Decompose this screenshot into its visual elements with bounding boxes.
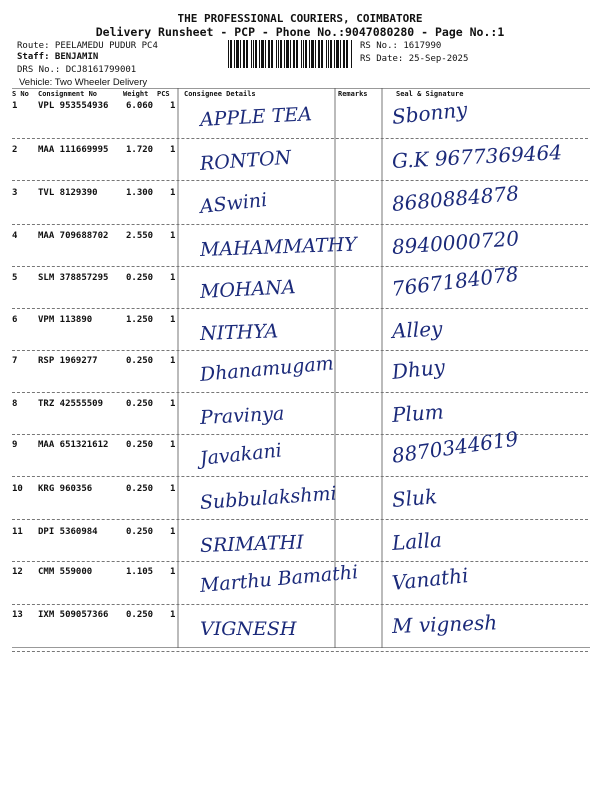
row-sno: 13 (12, 610, 23, 620)
row-sno: 3 (12, 188, 18, 198)
barcode-bar (234, 40, 235, 68)
barcode-bar (301, 40, 302, 68)
seal-signature-handwriting: Lalla (391, 527, 443, 555)
barcode-bar (280, 40, 282, 68)
barcode-bar (340, 40, 341, 68)
row-sno: 4 (12, 231, 18, 241)
row-sno: 5 (12, 273, 18, 283)
col-pcs: PCS (157, 90, 170, 98)
row-weight: 0.250 (126, 356, 154, 366)
row-weight: 1.300 (126, 188, 154, 198)
row-consignment-no: RSP 1969277 (38, 356, 98, 366)
consignee-handwriting: Subbulakshmi (199, 482, 338, 514)
row-weight: 0.250 (126, 273, 154, 283)
barcode-bar (293, 40, 295, 68)
barcode-bar (309, 40, 310, 68)
col-weight: Weight (123, 90, 149, 98)
row-consignment-no: IXM 509057366 (38, 610, 109, 620)
seal-signature-handwriting: Sbonny (390, 97, 469, 129)
barcode-bar (268, 40, 270, 68)
row-sno: 9 (12, 440, 18, 450)
col-remarks: Remarks (338, 90, 368, 98)
col-consignee: Consignee Details (184, 90, 256, 98)
col-sno: S No (12, 90, 29, 98)
row-weight: 0.250 (126, 399, 154, 409)
row-consignment-no: VPL 953554936 (38, 101, 109, 111)
barcode-bar (346, 40, 348, 68)
barcode-bar (286, 40, 289, 68)
row-weight: 2.550 (126, 231, 154, 241)
barcode-bar (321, 40, 323, 68)
row-sno: 11 (12, 527, 23, 537)
consignee-handwriting: Javakani (198, 439, 283, 470)
barcode-bar (343, 40, 345, 68)
row-weight: 6.060 (126, 101, 154, 111)
barcode-bar (271, 40, 273, 68)
document-subtitle: Delivery Runsheet - PCP - Phone No.:9047080280 - Page No.:1 (95, 25, 505, 39)
seal-signature-handwriting: Plum (391, 399, 445, 427)
seal-signature-handwriting: 8870344619 (390, 426, 520, 468)
barcode-bar (230, 40, 232, 68)
row-weight: 1.720 (126, 145, 154, 155)
seal-signature-handwriting: 8940000720 (391, 226, 520, 259)
row-weight: 0.250 (126, 484, 154, 494)
row-weight: 0.250 (126, 610, 154, 620)
row-divider (12, 392, 588, 393)
barcode-bar (243, 40, 245, 68)
row-pcs: 1 (170, 440, 176, 450)
barcode-bar (253, 40, 254, 68)
consignee-handwriting: MAHAMMATHY (199, 233, 358, 261)
barcode-bar (328, 40, 329, 68)
barcode-bar (246, 40, 248, 68)
row-pcs: 1 (170, 231, 176, 241)
row-sno: 6 (12, 315, 18, 325)
consignee-handwriting: APPLE TEA (199, 103, 313, 131)
barcode-bar (276, 40, 277, 68)
row-pcs: 1 (170, 315, 176, 325)
barcode-bar (330, 40, 332, 68)
barcode-bar (251, 40, 252, 68)
row-sno: 12 (12, 567, 23, 577)
row-sno: 8 (12, 399, 18, 409)
consignee-handwriting: Pravinya (199, 402, 285, 429)
consignee-handwriting: Marthu Bamathi (199, 561, 359, 597)
barcode-bar (236, 40, 239, 68)
row-consignment-no: CMM 559000 (38, 567, 93, 577)
row-sno: 7 (12, 356, 18, 366)
row-pcs: 1 (170, 399, 176, 409)
route-label: Route: PEELAMEDU PUDUR PC4 (17, 41, 158, 51)
row-divider (12, 561, 588, 562)
row-sno: 1 (12, 101, 18, 111)
seal-signature-handwriting: 7667184078 (390, 261, 520, 301)
row-pcs: 1 (170, 145, 176, 155)
barcode-bar (261, 40, 264, 68)
barcode-bar (278, 40, 279, 68)
row-consignment-no: KRG 960356 (38, 484, 93, 494)
barcode-bar (290, 40, 291, 68)
row-weight: 0.250 (126, 527, 154, 537)
barcode-bar (255, 40, 257, 68)
row-sno: 10 (12, 484, 23, 494)
barcode-bar (259, 40, 260, 68)
row-divider (12, 224, 588, 225)
row-consignment-no: MAA 111669995 (38, 145, 109, 155)
row-pcs: 1 (170, 567, 176, 577)
row-weight: 0.250 (126, 440, 154, 450)
consignee-handwriting: Dhanamugam (199, 352, 335, 386)
row-pcs: 1 (170, 273, 176, 283)
barcode-bar (351, 40, 352, 68)
row-divider (12, 180, 588, 181)
row-consignment-no: SLM 378857295 (38, 273, 109, 283)
rs-date: RS Date: 25-Sep-2025 (360, 54, 469, 64)
barcode-bar (240, 40, 241, 68)
barcode-bar (296, 40, 298, 68)
barcode-bar (284, 40, 285, 68)
consignee-handwriting: MOHANA (199, 276, 297, 303)
seal-signature-handwriting: G.K 9677369464 (391, 140, 563, 173)
barcode-bar (303, 40, 304, 68)
seal-signature-handwriting: Sluk (390, 484, 438, 512)
vehicle-label: Vehicle: Two Wheeler Delivery (19, 77, 148, 88)
rs-number: RS No.: 1617990 (360, 41, 442, 51)
consignee-handwriting: NITHYA (199, 320, 279, 345)
consignee-handwriting: ASwini (198, 189, 269, 218)
row-divider (12, 350, 588, 351)
row-divider (12, 138, 588, 139)
seal-signature-handwriting: Vanathi (390, 563, 470, 595)
seal-signature-handwriting: Alley (391, 316, 443, 343)
row-divider (12, 604, 588, 605)
row-pcs: 1 (170, 610, 176, 620)
row-consignment-no: MAA 651321612 (38, 440, 109, 450)
row-divider (12, 651, 588, 652)
row-consignment-no: VPM 113890 (38, 315, 93, 325)
col-consignment: Consignment No (38, 90, 98, 98)
barcode-bar (305, 40, 307, 68)
seal-signature-handwriting: M vignesh (391, 610, 498, 638)
row-pcs: 1 (170, 527, 176, 537)
row-consignment-no: TVL 8129390 (38, 188, 98, 198)
row-pcs: 1 (170, 101, 176, 111)
drs-number: DRS No.: DCJ8161799001 (17, 65, 137, 75)
barcode-bar (318, 40, 320, 68)
row-divider (12, 308, 588, 309)
row-consignment-no: DPI 5360984 (38, 527, 98, 537)
row-consignment-no: MAA 709688702 (38, 231, 109, 241)
row-weight: 1.250 (126, 315, 154, 325)
seal-signature-handwriting: Dhuy (390, 354, 447, 384)
consignee-handwriting: VIGNESH (200, 618, 297, 640)
barcode-bar (334, 40, 335, 68)
row-pcs: 1 (170, 356, 176, 366)
barcode-bar (228, 40, 229, 68)
row-sno: 2 (12, 145, 18, 155)
barcode-bar (311, 40, 314, 68)
consignee-handwriting: RONTON (199, 146, 292, 175)
row-pcs: 1 (170, 188, 176, 198)
col-seal-signature: Seal & Signature (396, 90, 464, 98)
barcode-bar (336, 40, 339, 68)
barcode-bar (315, 40, 316, 68)
barcode-bar (265, 40, 266, 68)
barcode (228, 40, 354, 68)
row-weight: 1.105 (126, 567, 154, 577)
row-pcs: 1 (170, 484, 176, 494)
seal-signature-handwriting: 8680884878 (390, 180, 520, 216)
barcode-bar (326, 40, 327, 68)
staff-label: Staff: BENJAMIN (17, 52, 99, 62)
row-divider (12, 519, 588, 520)
row-divider (12, 476, 588, 477)
document-title: THE PROFESSIONAL COURIERS, COIMBATORE (177, 12, 423, 25)
consignee-handwriting: SRIMATHI (199, 531, 305, 557)
row-consignment-no: TRZ 42555509 (38, 399, 104, 409)
